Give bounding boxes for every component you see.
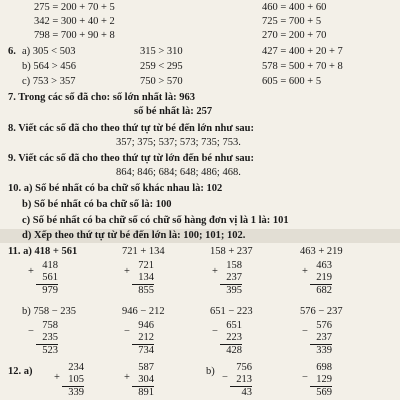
q11-a-result-2: 855 — [138, 285, 154, 296]
q9-line-1: 9. Viết các số đã cho theo thứ tự từ lớn đến bé như sau: — [8, 153, 254, 164]
q11-a-op-1: + — [28, 266, 34, 277]
q12-col-1 — [62, 362, 84, 399]
q11-b-top-4: 576 — [316, 320, 332, 331]
q12-bottom-1: 105 — [62, 374, 84, 387]
q11-b-bottom-4: 237 — [310, 332, 332, 345]
q12-col-2 — [132, 362, 154, 399]
q8-line-2: 357; 375; 537; 573; 735; 753. — [116, 137, 241, 148]
q11-a-header-4: 463 + 219 — [300, 246, 343, 257]
top-line-1-right: 460 = 400 + 60 — [262, 2, 327, 13]
q12-op-3: − — [222, 372, 228, 383]
q10-a: 10. a) Số bé nhất có ba chữ số khác nhau là: 102 — [8, 183, 223, 194]
q11-a-bottom-3: 237 — [220, 272, 242, 285]
q11-b-col-3 — [220, 320, 242, 357]
top-line-2-right: 725 = 700 + 5 — [262, 16, 322, 27]
q11-a-op-2: + — [124, 266, 130, 277]
q8-line-1: 8. Viết các số đã cho theo thứ tự từ bé đến lớn như sau: — [8, 123, 254, 134]
q12-top-4: 698 — [316, 362, 332, 373]
q11-b-op-1: − — [28, 326, 34, 337]
q12-col-3 — [230, 362, 252, 399]
q11-a-result-3: 395 — [226, 285, 242, 296]
q10-c: c) Số bé nhất có ba chữ số có chữ số hàng đơn vị là 1 là: 101 — [22, 215, 289, 226]
q6-b-3: 578 = 500 + 70 + 8 — [262, 61, 343, 72]
q12-result-2: 891 — [138, 387, 154, 398]
q11-a-col-1 — [36, 260, 58, 297]
q12-op-2: + — [124, 372, 130, 383]
q11-b-top-3: 651 — [226, 320, 242, 331]
q6-a-1: a) 305 < 503 — [22, 46, 76, 57]
q7-line-2: số bé nhất là: 257 — [134, 106, 213, 117]
q12-result-3: 43 — [241, 387, 252, 398]
q11-b-col-1 — [36, 320, 58, 357]
q11-a-col-3 — [220, 260, 242, 297]
q11-a-title: 11. a) 418 + 561 — [8, 246, 78, 257]
q11-a-header-2: 721 + 134 — [122, 246, 165, 257]
q11-b-col-2 — [132, 320, 154, 357]
q11-a-op-3: + — [212, 266, 218, 277]
q10-d: d) Xếp theo thứ tự từ bé đến lớn là: 100; 101; 102. — [22, 230, 246, 241]
q11-b-result-4: 339 — [316, 345, 332, 356]
q11-a-top-3: 158 — [226, 260, 242, 271]
q12-top-3: 756 — [236, 362, 252, 373]
top-line-3-left: 798 = 700 + 90 + 8 — [34, 30, 115, 41]
q11-b-op-2: − — [124, 326, 130, 337]
q6-a-2: 315 > 310 — [140, 46, 183, 57]
q6-c-3: 605 = 600 + 5 — [262, 76, 322, 87]
q11-b-col-4 — [310, 320, 332, 357]
q11-b-op-4: − — [302, 326, 308, 337]
q12-result-4: 569 — [316, 387, 332, 398]
q11-a-top-4: 463 — [316, 260, 332, 271]
q12-op-1: + — [54, 372, 60, 383]
q11-b-title: b) 758 − 235 — [22, 306, 77, 317]
q6-b-1: b) 564 > 456 — [22, 61, 77, 72]
q6-a-3: 427 = 400 + 20 + 7 — [262, 46, 343, 57]
q11-b-header-3: 651 − 223 — [210, 306, 253, 317]
q11-b-result-2: 734 — [138, 345, 154, 356]
q11-a-col-2 — [132, 260, 154, 297]
q11-a-bottom-1: 561 — [36, 272, 58, 285]
q11-b-header-2: 946 − 212 — [122, 306, 165, 317]
q11-a-result-1: 979 — [42, 285, 58, 296]
q6-b-2: 259 < 295 — [140, 61, 183, 72]
q11-a-col-4 — [310, 260, 332, 297]
q11-b-op-3: − — [212, 326, 218, 337]
q10-b: b) Số bé nhất có ba chữ số là: 100 — [22, 199, 172, 210]
q12-bottom-3: 213 — [230, 374, 252, 387]
q11-b-header-4: 576 − 237 — [300, 306, 343, 317]
q12-bottom-4: 129 — [310, 374, 332, 387]
q12-op-4: − — [302, 372, 308, 383]
q11-b-bottom-3: 223 — [220, 332, 242, 345]
q11-b-result-3: 428 — [226, 345, 242, 356]
q11-b-result-1: 523 — [42, 345, 58, 356]
q11-b-bottom-1: 235 — [36, 332, 58, 345]
q6-c-1: c) 753 > 357 — [22, 76, 76, 87]
q12-top-1: 234 — [68, 362, 84, 373]
q11-a-op-4: + — [302, 266, 308, 277]
q9-line-2: 864; 846; 684; 648; 486; 468. — [116, 167, 241, 178]
q11-a-header-3: 158 + 237 — [210, 246, 253, 257]
q6-number: 6. — [8, 46, 16, 57]
q12-bottom-2: 304 — [132, 374, 154, 387]
q11-b-top-1: 758 — [42, 320, 58, 331]
q12-result-1: 339 — [68, 387, 84, 398]
q6-c-2: 750 > 570 — [140, 76, 183, 87]
q12-b-label: b) — [206, 366, 215, 377]
q11-a-top-1: 418 — [42, 260, 58, 271]
top-line-1-left: 275 = 200 + 70 + 5 — [34, 2, 115, 13]
top-line-2-left: 342 = 300 + 40 + 2 — [34, 16, 115, 27]
q11-a-bottom-2: 134 — [132, 272, 154, 285]
top-line-3-right: 270 = 200 + 70 — [262, 30, 327, 41]
q11-b-bottom-2: 212 — [132, 332, 154, 345]
q12-number: 12. a) — [8, 366, 33, 377]
q11-a-result-4: 682 — [316, 285, 332, 296]
q11-a-bottom-4: 219 — [310, 272, 332, 285]
q11-b-top-2: 946 — [138, 320, 154, 331]
q11-a-top-2: 721 — [138, 260, 154, 271]
q7-line-1: 7. Trong các số đã cho: số lớn nhất là: 963 — [8, 92, 195, 103]
q12-col-4 — [310, 362, 332, 399]
q12-top-2: 587 — [138, 362, 154, 373]
